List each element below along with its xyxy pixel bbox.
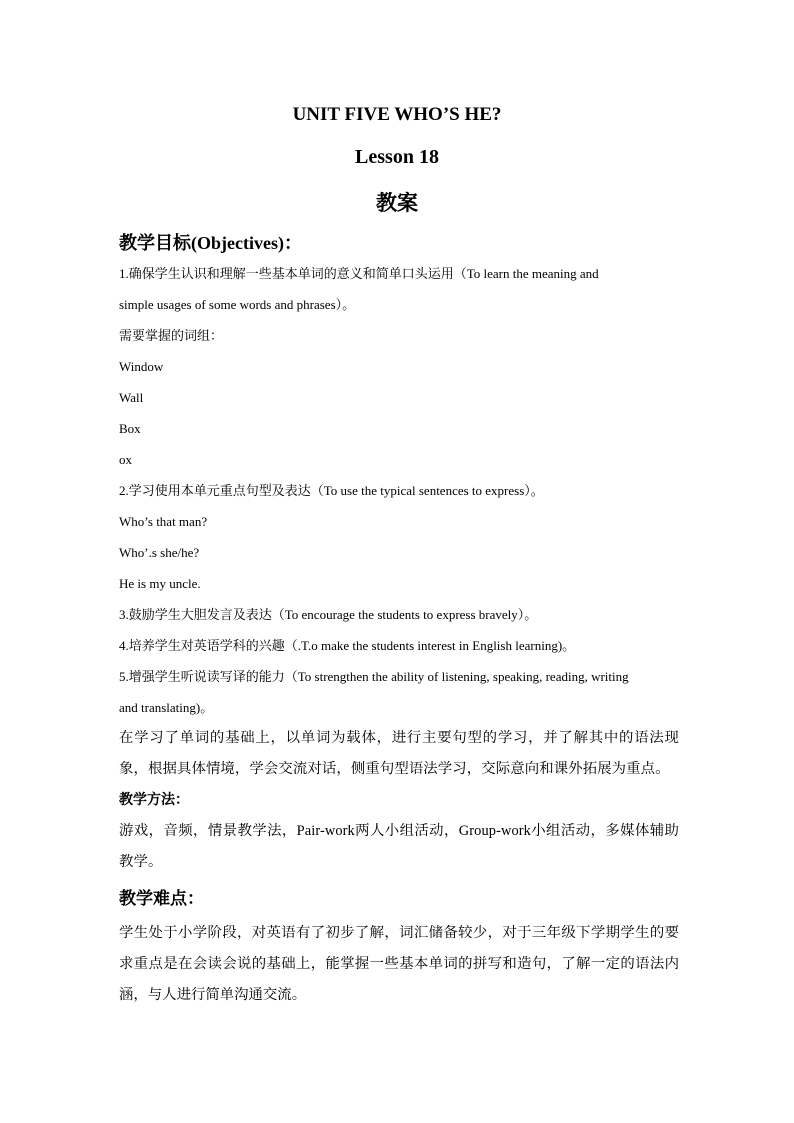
methods-heading: 教学方法： xyxy=(119,793,189,808)
objective-line: 3.鼓励学生大胆发言及表达（To encourage the students to express bravely）。 xyxy=(119,607,538,622)
methods-text: 游戏，音频，情景教学法，Pair-work两人小组活动，Group-work小组活动，多媒体辅助教学。 xyxy=(119,823,679,870)
vocab-item: Box xyxy=(119,421,141,436)
objective-line: simple usages of some words and phrases）。 xyxy=(119,297,356,312)
objective-line: 2.学习使用本单元重点句型及表达（To use the typical sentences to express）。 xyxy=(119,483,544,498)
vocab-item: ox xyxy=(119,452,132,467)
objective-line: 1.确保学生认识和理解一些基本单词的意义和简单口头运用（To learn the meaning and xyxy=(119,266,599,281)
vocab-item: Window xyxy=(119,359,164,374)
objectives-heading: 教学目标(Objectives)： xyxy=(119,233,302,253)
sentence-item: Who’s that man? xyxy=(119,514,208,529)
sentence-item: He is my uncle. xyxy=(119,576,201,591)
document-type-title: 教案 xyxy=(376,191,418,215)
lesson-title: Lesson 18 xyxy=(355,146,439,168)
objectives-summary: 在学习了单词的基础上，以单词为载体，进行主要句型的学习，并了解其中的语法现象，根据具体情境，学会交流对话，侧重句型语法学习，交际意向和课外拓展为重点。 xyxy=(119,730,679,777)
sentence-item: Who’.s she/he? xyxy=(119,545,200,560)
objective-line: 4.培养学生对英语学科的兴趣（.T.o make the students interest in English learning)。 xyxy=(119,638,576,653)
vocab-item: Wall xyxy=(119,390,144,405)
difficulties-heading: 教学难点： xyxy=(119,889,204,908)
document-body xyxy=(119,228,679,1011)
unit-title: UNIT FIVE WHO’S HE? xyxy=(292,104,502,125)
objective-line: 5.增强学生听说读写译的能力（To strengthen the ability of listening, speaking, reading, writing xyxy=(119,669,629,684)
objective-line: 需要掌握的词组： xyxy=(119,328,224,343)
difficulties-text: 学生处于小学阶段，对英语有了初步了解，词汇储备较少，对于三年级下学期学生的要求重点是在会读会说的基础上，能掌握一些基本单词的拼写和造句，了解一定的语法内涵，与人进行简单沟通交流。 xyxy=(119,925,679,1003)
objective-line: and translating)。 xyxy=(119,700,214,715)
